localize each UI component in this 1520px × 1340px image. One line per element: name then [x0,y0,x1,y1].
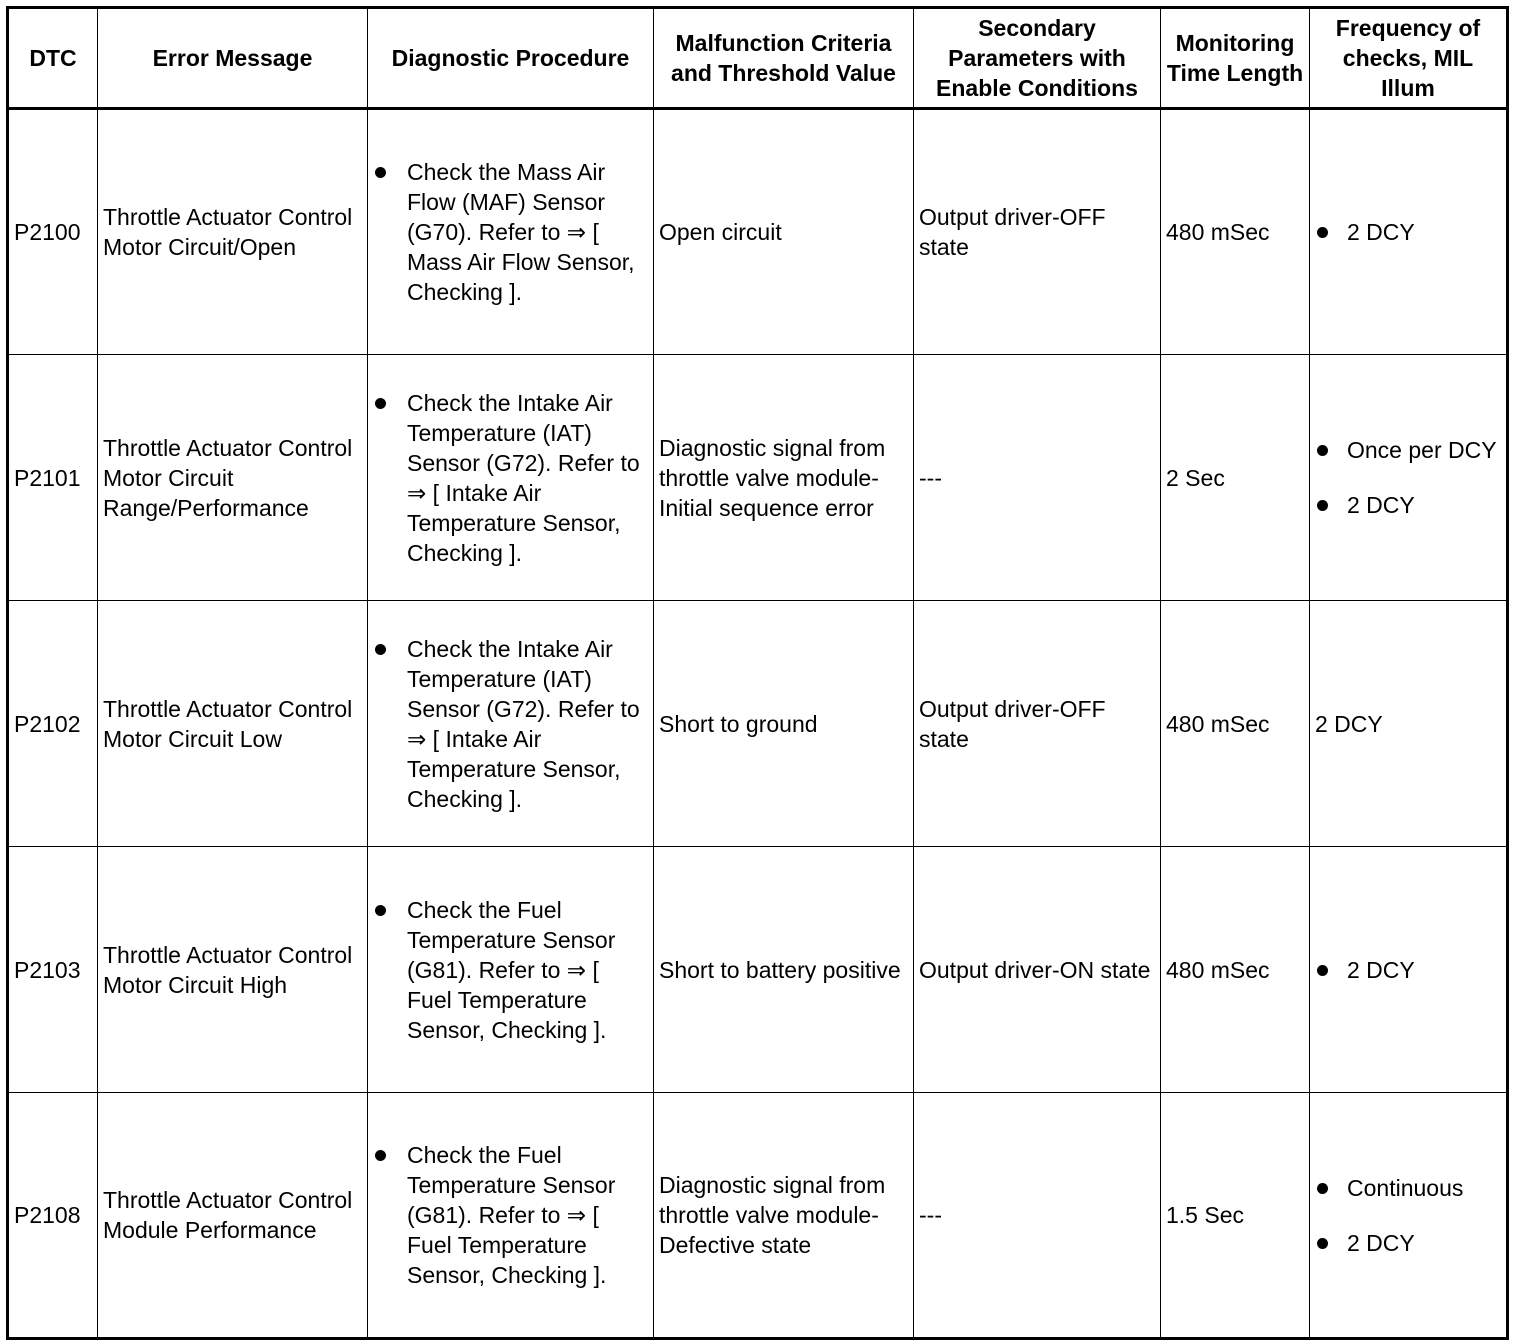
diagnostic-procedure [368,355,654,601]
frequency-item: Once per DCY [1315,435,1501,465]
dtc-code: P2108 [8,1093,98,1339]
table-row [8,355,1508,601]
procedure-item: Check the Mass Air Flow (MAF) Sensor (G70). Refer to ⇒ [ Mass Air Flow Sensor, Checking ]. [373,157,648,307]
header-secondary-parameters: Secondary Parameters with Enable Conditions [914,8,1161,109]
frequency-item: 2 DCY [1315,1228,1501,1258]
header-dtc: DTC [8,8,98,109]
frequency-cell [1310,109,1508,355]
frequency-item: 2 DCY [1315,955,1501,985]
diagnostic-procedure [368,847,654,1093]
frequency-item: 2 DCY [1315,490,1501,520]
header-error-message: Error Message [98,8,368,109]
table-row [8,847,1508,1093]
error-message: Throttle Actuator Control Motor Circuit High [98,847,368,1093]
diagnostic-procedure [368,109,654,355]
malfunction-criteria: Open circuit [654,109,914,355]
secondary-parameters: Output driver-OFF state [914,601,1161,847]
header-monitoring-time: Monitoring Time Length [1161,8,1310,109]
procedure-item: Check the Fuel Temperature Sensor (G81). Refer to ⇒ [ Fuel Temperature Sensor, Checking ]. [373,1140,648,1290]
secondary-parameters: --- [914,1093,1161,1339]
procedure-item: Check the Intake Air Temperature (IAT) Sensor (G72). Refer to ⇒ [ Intake Air Temperature Sensor, Checking ]. [373,388,648,568]
header-diagnostic-procedure: Diagnostic Procedure [368,8,654,109]
frequency-cell [1310,847,1508,1093]
secondary-parameters: Output driver-OFF state [914,109,1161,355]
monitoring-time: 480 mSec [1161,109,1310,355]
malfunction-criteria: Diagnostic signal from throttle valve module-Initial sequence error [654,355,914,601]
monitoring-time: 2 Sec [1161,355,1310,601]
table-row [8,109,1508,355]
dtc-code: P2101 [8,355,98,601]
frequency-item: Continuous [1315,1173,1501,1203]
malfunction-criteria: Short to ground [654,601,914,847]
secondary-parameters: Output driver-ON state [914,847,1161,1093]
dtc-code: P2100 [8,109,98,355]
diagnostic-procedure [368,1093,654,1339]
secondary-parameters: --- [914,355,1161,601]
error-message: Throttle Actuator Control Motor Circuit/Open [98,109,368,355]
frequency-cell [1310,355,1508,601]
procedure-item: Check the Intake Air Temperature (IAT) Sensor (G72). Refer to ⇒ [ Intake Air Temperature Sensor, Checking ]. [373,634,648,814]
dtc-code: P2103 [8,847,98,1093]
monitoring-time: 1.5 Sec [1161,1093,1310,1339]
monitoring-time: 480 mSec [1161,601,1310,847]
error-message: Throttle Actuator Control Module Performance [98,1093,368,1339]
error-message: Throttle Actuator Control Motor Circuit Range/Performance [98,355,368,601]
malfunction-criteria: Diagnostic signal from throttle valve module-Defective state [654,1093,914,1339]
dtc-table [6,6,1509,1340]
frequency-item: 2 DCY [1315,217,1501,247]
monitoring-time: 480 mSec [1161,847,1310,1093]
malfunction-criteria: Short to battery positive [654,847,914,1093]
table-row [8,601,1508,847]
frequency-cell: 2 DCY [1310,601,1508,847]
error-message: Throttle Actuator Control Motor Circuit Low [98,601,368,847]
diagnostic-procedure [368,601,654,847]
procedure-item: Check the Fuel Temperature Sensor (G81). Refer to ⇒ [ Fuel Temperature Sensor, Checking ]. [373,895,648,1045]
table-row [8,1093,1508,1339]
header-malfunction-criteria: Malfunction Criteria and Threshold Value [654,8,914,109]
header-row [8,8,1508,109]
dtc-code: P2102 [8,601,98,847]
frequency-cell [1310,1093,1508,1339]
header-frequency: Frequency of checks, MIL Illum [1310,8,1508,109]
